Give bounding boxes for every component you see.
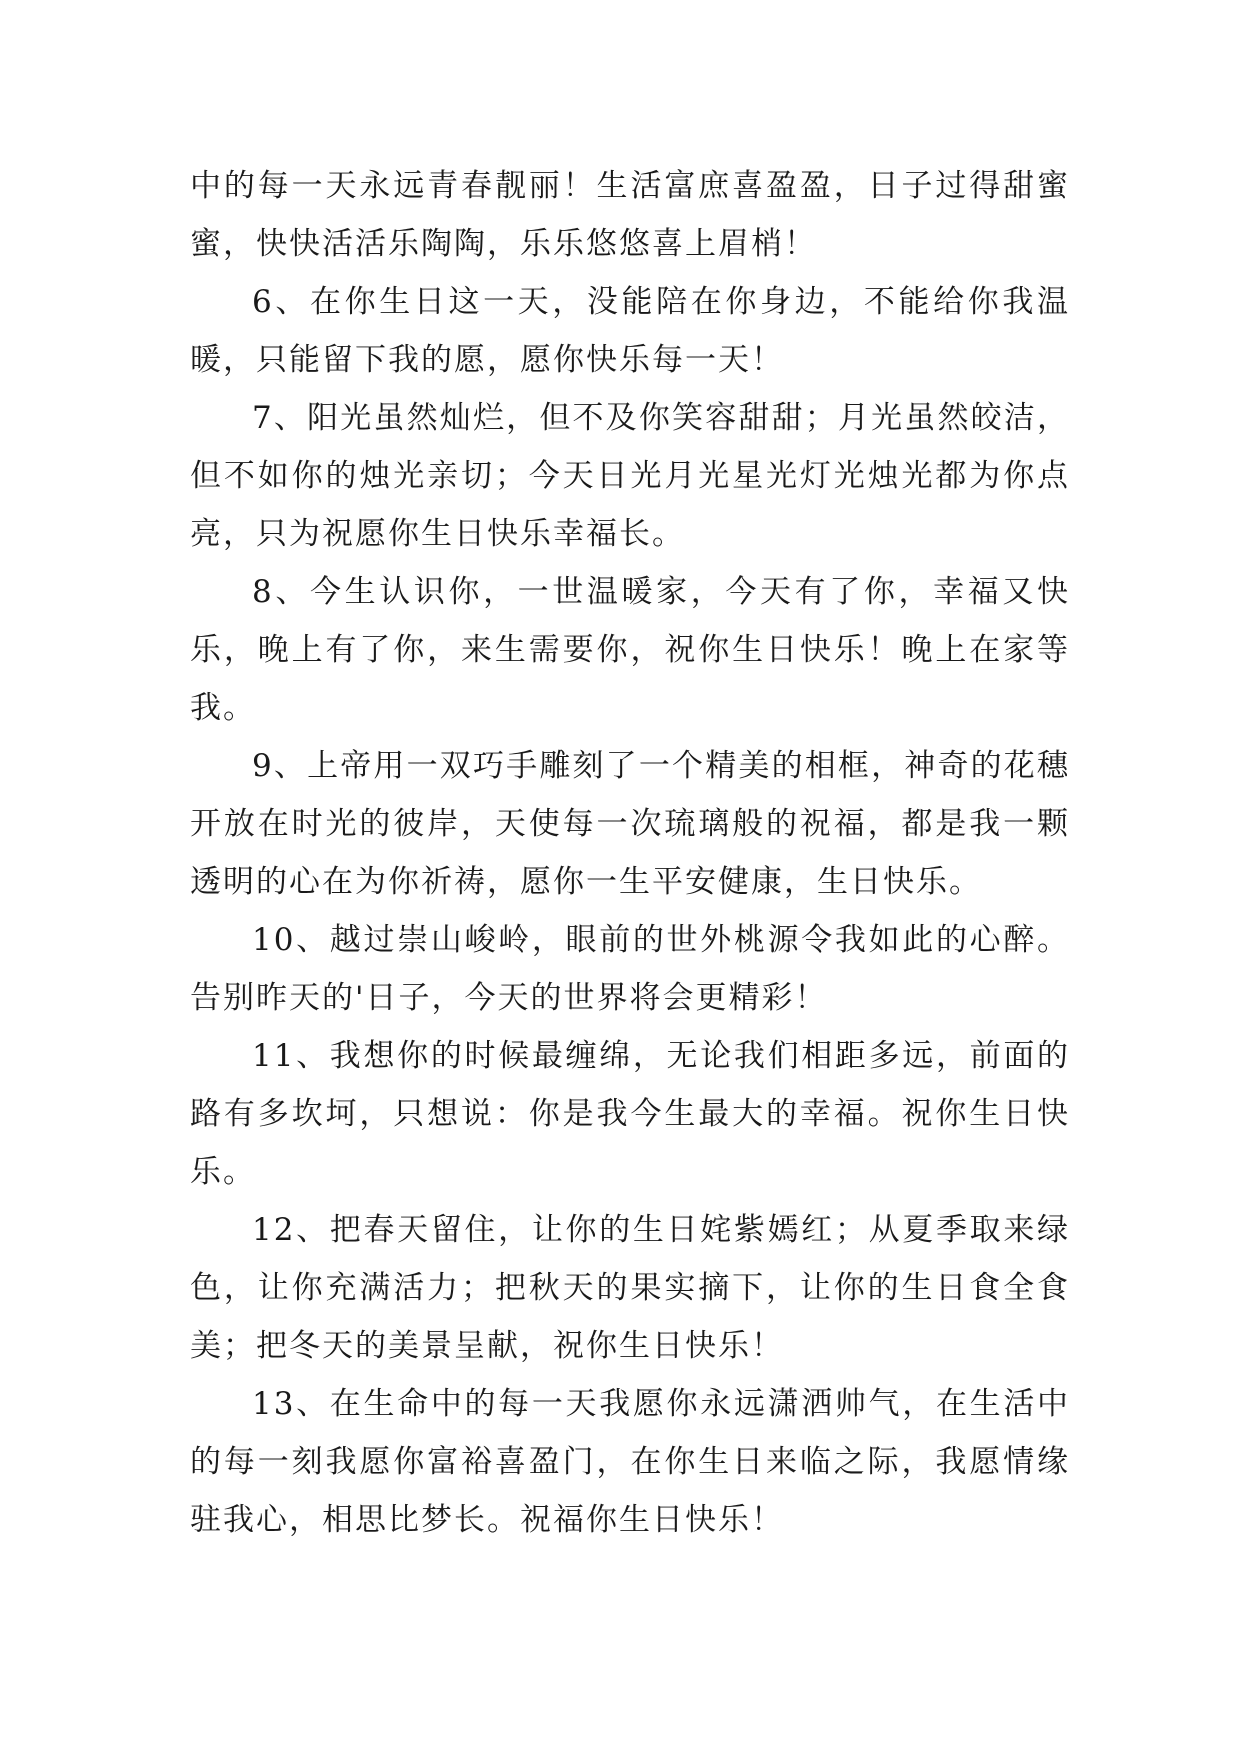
paragraph-9: 9、上帝用一双巧手雕刻了一个精美的相框，神奇的花穗开放在时光的彼岸，天使每一次琉璃般的祝福，都是我一颗透明的心在为你祈祷，愿你一生平安健康，生日快乐。 [190,748,1070,900]
paragraph-13: 13、在生命中的每一天我愿你永远潇洒帅气，在生活中的每一刻我愿你富裕喜盈门，在你生日来临之际，我愿情缘驻我心，相思比梦长。祝福你生日快乐！ [190,1386,1070,1538]
document-body [190,157,1070,1549]
paragraph-12: 12、把春天留住，让你的生日姹紫嫣红；从夏季取来绿色，让你充满活力；把秋天的果实摘下，让你的生日食全食美；把冬天的美景呈献，祝你生日快乐！ [190,1212,1070,1364]
paragraph-11: 11、我想你的时候最缠绵，无论我们相距多远，前面的路有多坎坷，只想说：你是我今生最大的幸福。祝你生日快乐。 [190,1038,1070,1190]
paragraph-6: 6、在你生日这一天，没能陪在你身边，不能给你我温暖，只能留下我的愿，愿你快乐每一天！ [190,284,1070,378]
paragraph-10: 10、越过崇山峻岭，眼前的世外桃源令我如此的心醉。告别昨天的'日子，今天的世界将会更精彩！ [190,922,1070,1016]
paragraph-8: 8、今生认识你，一世温暖家，今天有了你，幸福又快乐，晚上有了你，来生需要你，祝你生日快乐！晚上在家等我。 [190,574,1070,726]
paragraph-7: 7、阳光虽然灿烂，但不及你笑容甜甜；月光虽然皎洁，但不如你的烛光亲切；今天日光月光星光灯光烛光都为你点亮，只为祝愿你生日快乐幸福长。 [190,400,1070,552]
paragraph-continued: 中的每一天永远青春靓丽！生活富庶喜盈盈，日子过得甜蜜蜜，快快活活乐陶陶，乐乐悠悠喜上眉梢！ [190,168,1070,262]
